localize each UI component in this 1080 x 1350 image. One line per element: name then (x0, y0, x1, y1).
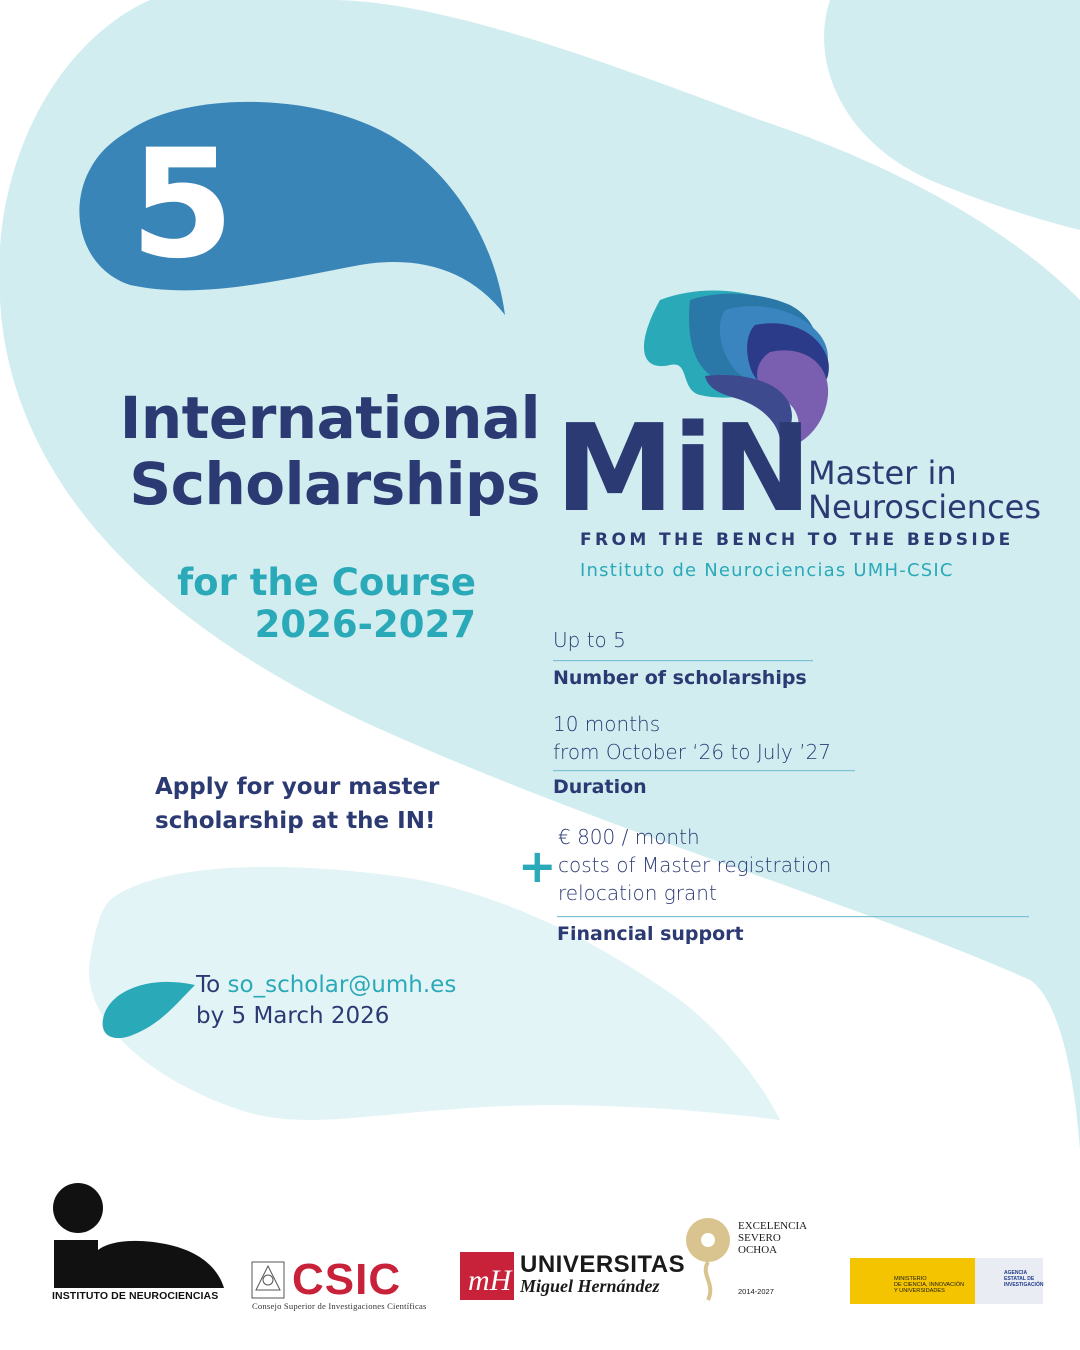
program-name-line-1: Master in (808, 454, 957, 492)
umh-logo-subtext: Miguel Hernández (520, 1276, 660, 1296)
csic-emblem-icon (252, 1262, 284, 1298)
csic-full-name: Consejo Superior de Investigaciones Científicas (252, 1301, 427, 1311)
min-logo-letters: MiN (555, 400, 810, 539)
contact-email-link[interactable]: so_scholar@umh.es (227, 972, 457, 998)
course-line-1: for the Course (177, 561, 476, 604)
course-subtitle (100, 562, 476, 646)
ministry-line: Y UNIVERSIDADES (894, 1288, 945, 1294)
detail-financial-label: Financial support (557, 923, 744, 945)
severo-ochoa-text (738, 1220, 807, 1256)
svg-text:mH: mH (468, 1264, 512, 1297)
detail-value-line: relocation grant (558, 881, 717, 905)
severo-ochoa-line: OCHOA (738, 1244, 778, 1256)
course-years: 2026-2027 (254, 603, 476, 646)
plus-icon: + (518, 839, 557, 893)
agency-line: ESTATAL DE (1004, 1276, 1035, 1282)
rule-scholarships (553, 660, 813, 661)
detail-scholarships-label: Number of scholarships (553, 667, 807, 689)
title-line-1: International (119, 384, 540, 452)
scholarship-count-number: 5 (130, 118, 235, 292)
title-line-2: Scholarships (129, 450, 540, 518)
severo-ochoa-line: SEVERO (738, 1232, 781, 1244)
apply-line-1: Apply for your master (155, 774, 440, 800)
agency-line: INVESTIGACIÓN (1004, 1282, 1044, 1288)
in-logo-icon (53, 1183, 224, 1288)
agency-line: AGENCIA (1004, 1270, 1028, 1276)
contact-block (196, 970, 456, 1032)
program-name-line-2: Neurosciences (808, 488, 1042, 526)
program-name (808, 456, 1041, 524)
detail-scholarships-value (553, 626, 626, 654)
severo-ochoa-emblem-icon (686, 1218, 730, 1300)
contact-prefix: To (196, 972, 228, 998)
detail-value-line: € 800 / month (558, 825, 700, 849)
umh-emblem-icon (460, 1252, 514, 1300)
detail-financial-value (558, 823, 831, 907)
detail-duration-label: Duration (553, 776, 647, 798)
apply-callout (155, 770, 495, 838)
ministry-line: DE CIENCIA, INNOVACIÓN (894, 1282, 965, 1288)
csic-logo-text: CSIC (292, 1255, 402, 1304)
detail-value-line: costs of Master registration (558, 853, 832, 877)
ministry-logo-text (894, 1276, 974, 1294)
in-logo-text: INSTITUTO DE NEUROCIENCIAS (52, 1290, 219, 1302)
rule-duration (553, 770, 855, 771)
deadline-text: by 5 March 2026 (196, 1003, 390, 1029)
page-title (80, 385, 540, 517)
severo-ochoa-years: 2014-2027 (738, 1287, 774, 1296)
program-tagline: FROM THE BENCH TO THE BEDSIDE (580, 530, 1014, 550)
detail-duration-value (553, 710, 831, 766)
apply-line-2: scholarship at the IN! (155, 808, 436, 834)
severo-ochoa-line: EXCELENCIA (738, 1220, 808, 1232)
umh-logo-text: UNIVERSITAS (520, 1251, 686, 1278)
rule-financial (557, 916, 1029, 917)
program-institute: Instituto de Neurociencias UMH-CSIC (580, 560, 954, 581)
detail-value-line: from October ‘26 to July ’27 (553, 740, 832, 764)
detail-value-line: 10 months (553, 712, 661, 736)
agency-logo-text (1004, 1270, 1042, 1288)
detail-value-line: Up to 5 (553, 628, 626, 652)
ministry-line: MINISTERIO (894, 1276, 927, 1282)
